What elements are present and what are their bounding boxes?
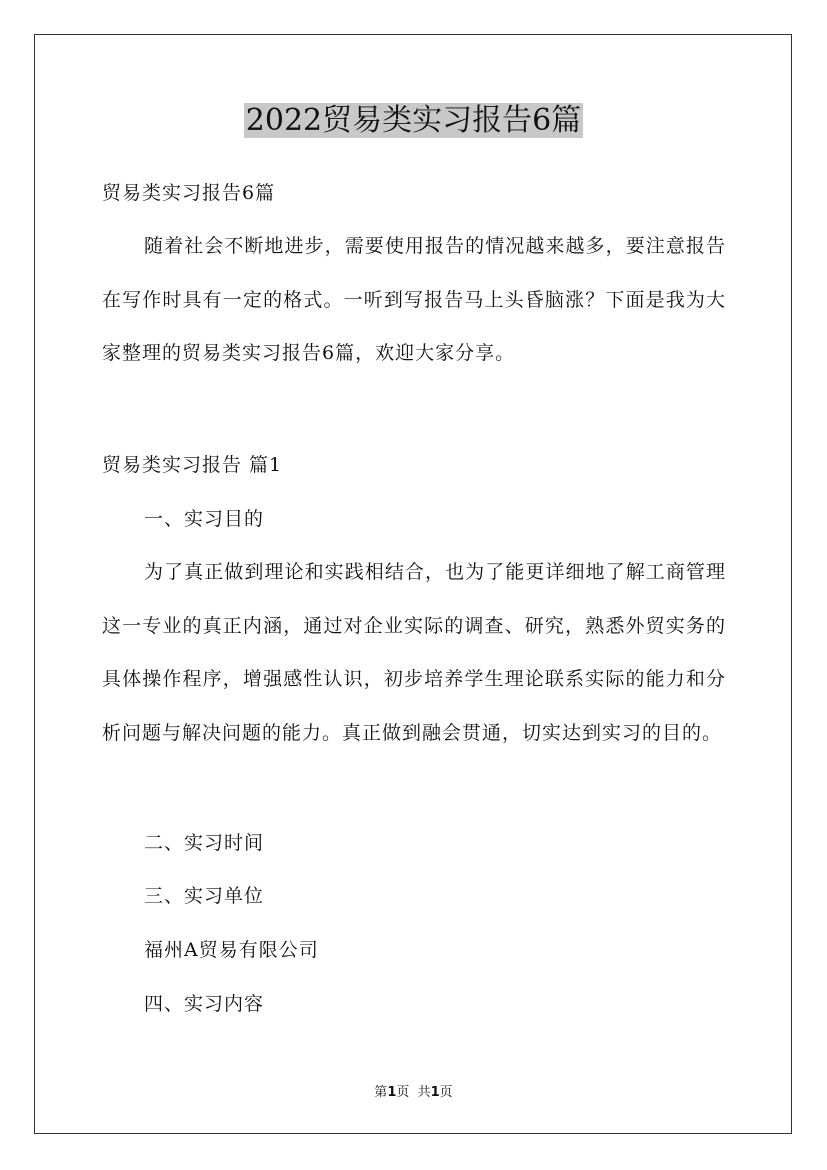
item-heading-content: 四、实习内容 [144,993,265,1015]
intro-paragraph: 随着社会不断地进步，需要使用报告的情况越来越多，要注意报告在写作时具有一定的格式。一听到写报告马上头昏脑涨？下面是我为大家整理的贸易类实习报告6篇，欢迎大家分享。 [102,235,726,364]
footer-page-number: 1 [387,1085,397,1100]
document-subtitle: 贸易类实习报告6篇 [102,182,276,204]
footer-prefix: 第 [374,1085,388,1100]
footer-total-pages: 1 [430,1085,440,1100]
company-name: 福州A贸易有限公司 [144,939,319,961]
section-heading: 贸易类实习报告 篇1 [102,454,283,476]
document-title [0,98,827,144]
page-footer [0,1084,827,1102]
item-heading-purpose: 一、实习目的 [144,508,265,530]
document-title-text: 2022贸易类实习报告6篇 [245,103,582,138]
footer-suffix: 页 [439,1085,453,1100]
item-heading-time: 二、实习时间 [144,832,265,854]
item-heading-unit: 三、实习单位 [144,885,265,907]
purpose-paragraph: 为了真正做到理论和实践相结合，也为了能更详细地了解工商管理这一专业的真正内涵，通过对企业实际的调查、研究，熟悉外贸实务的具体操作程序，增强感性认识，初步培养学生理论联系实际的能力和分析问题与解决问题的能力。真正做到融会贯通，切实达到实习的目的。 [102,561,726,744]
footer-mid: 页 共 [396,1085,431,1100]
